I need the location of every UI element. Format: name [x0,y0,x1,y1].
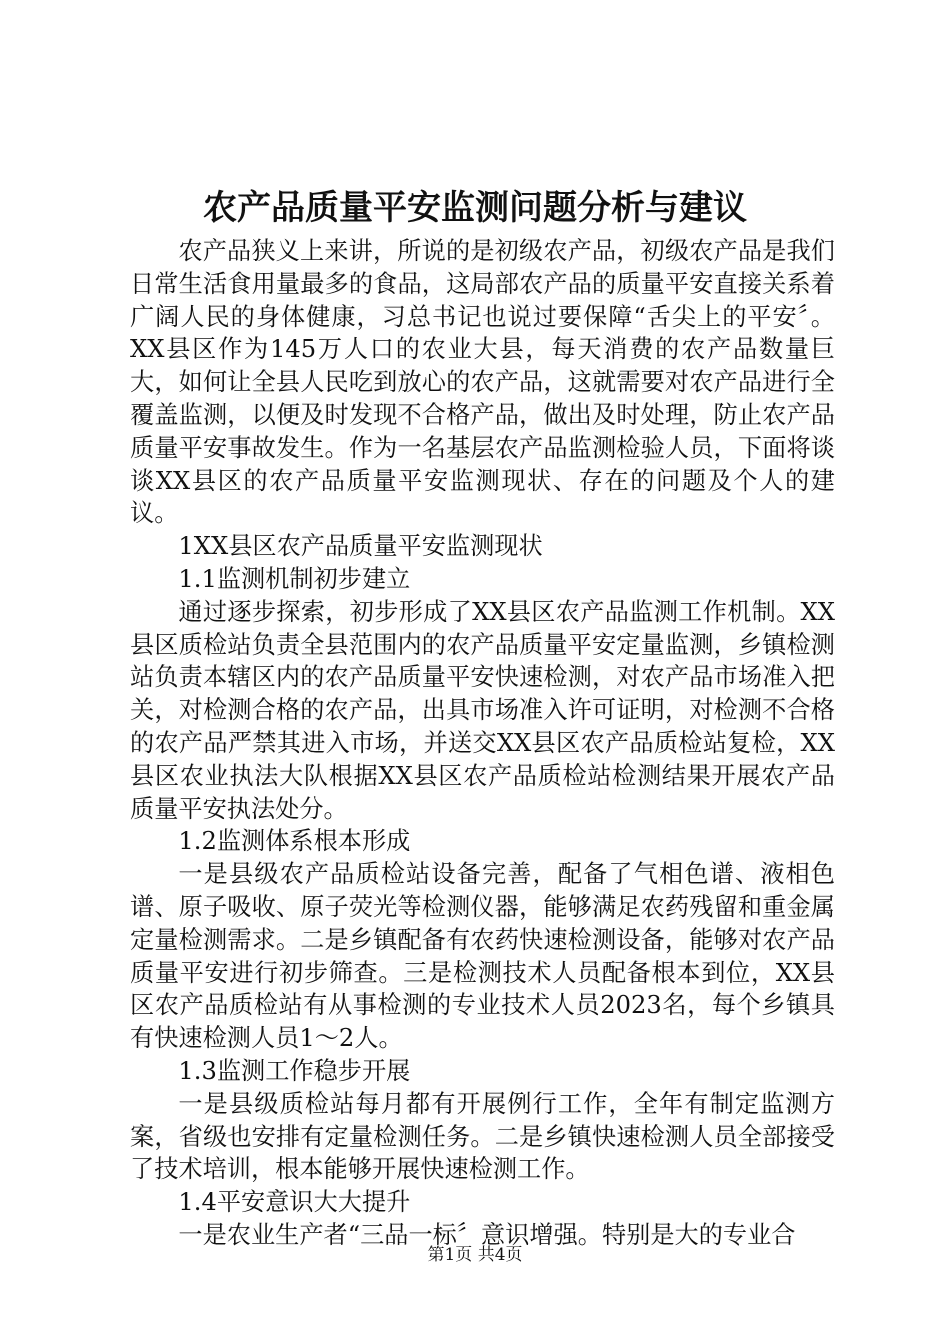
paragraph-intro: 农产品狭义上来讲，所说的是初级农产品，初级农产品是我们日常生活食用量最多的食品，这局部农产品的质量平安直接关系着广阔人民的身体健康，习总书记也说过要保障“舌尖上的平安〞。XX县区作为145万人口的农业大县，每天消费的农产品数量巨大，如何让全县人民吃到放心的农产品，这就需要对农产品进行全覆盖监测，以便及时发现不合格产品，做出及时处理，防止农产品质量平安事故发生。作为一名基层农产品监测检验人员，下面将谈谈XX县区的农产品质量平安监测现状、存在的问题及个人的建议。 [130,237,835,528]
subsection-heading-1-4: 1.4平安意识大大提升 [178,1188,411,1217]
subsection-heading-1-3: 1.3监测工作稳步开展 [178,1056,411,1085]
document-body [130,235,835,1252]
subsection-heading-1-2: 1.2监测体系根本形成 [178,827,411,856]
page-footer: 第1页 共4页 [427,1245,523,1265]
paragraph-1-1: 通过逐步探索，初步形成了XX县区农产品监测工作机制。XX县区质检站负责全县范围内的农产品质量平安定量监测，乡镇检测站负责本辖区内的农产品质量平安快速检测，对农产品市场准入把关，对检测合格的农产品，出具市场准入许可证明，对检测不合格的农产品严禁其进入市场，并送交XX县区农产品质检站复检，XX县区农业执法大队根据XX县区农产品质检站检测结果开展农产品质量平安执法处分。 [130,597,835,823]
paragraph-1-3: 一是县级质检站每月都有开展例行工作，全年有制定监测方案，省级也安排有定量检测任务。二是乡镇快速检测人员全部接受了技术培训，根本能够开展快速检测工作。 [130,1089,835,1184]
subsection-heading-1-1: 1.1监测机制初步建立 [178,564,411,593]
section-heading-1: 1XX县区农产品质量平安监测现状 [178,532,543,561]
paragraph-1-2: 一是县级农产品质检站设备完善，配备了气相色谱、液相色谱、原子吸收、原子荧光等检测仪器，能够满足农药残留和重金属定量检测需求。二是乡镇配备有农药快速检测设备，能够对农产品质量平安进行初步筛查。三是检测技术人员配备根本到位，XX县区农产品质检站有从事检测的专业技术人员2023名，每个乡镇具有快速检测人员1～2人。 [130,860,835,1053]
paragraph-1-4: 一是农业生产者“三品一标〞意识增强。特别是大的专业合 [178,1220,796,1249]
document-title: 农产品质量平安监测问题分析与建议 [203,188,747,228]
